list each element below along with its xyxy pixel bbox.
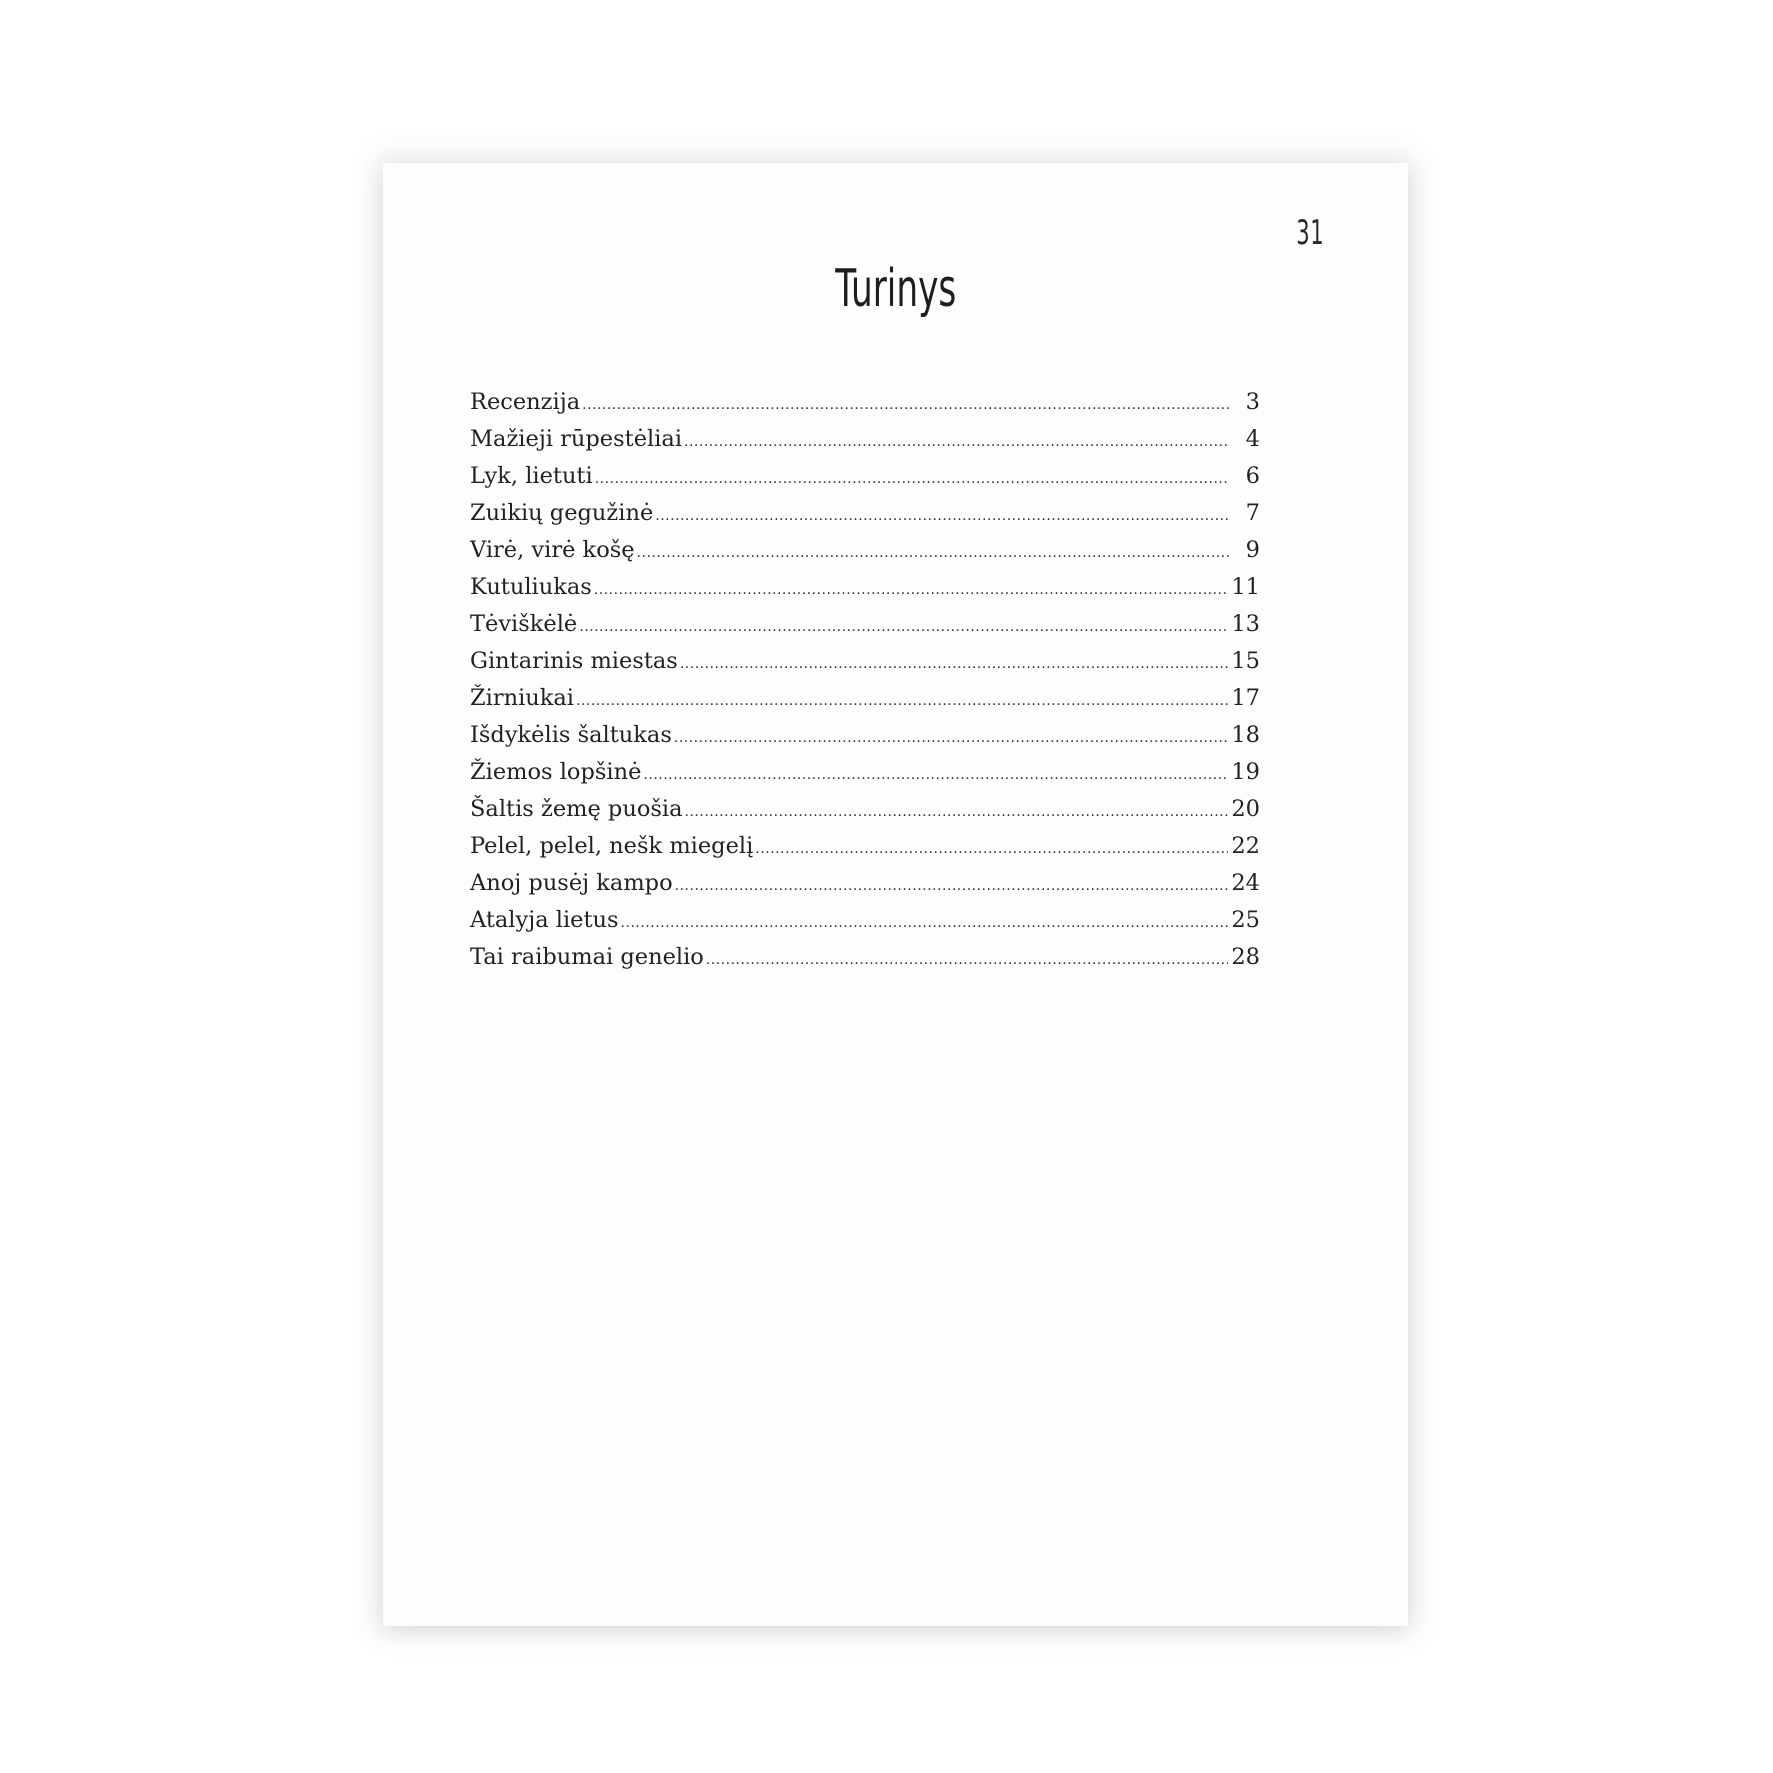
dot-leader (684, 434, 1229, 450)
dot-leader (637, 545, 1229, 561)
toc-entry-title: Pelel, pelel, nešk miegelį (470, 833, 754, 859)
dot-leader (576, 693, 1228, 709)
toc-entry-page-number: 24 (1231, 870, 1260, 896)
toc-entry-title: Tai raibumai genelio (470, 944, 704, 970)
dot-leader (755, 841, 1228, 857)
toc-entry-title: Anoj pusėj kampo (470, 870, 673, 896)
page-title (383, 259, 1408, 319)
toc-entry-page-number: 20 (1231, 796, 1260, 822)
toc-entry-title: Recenzija (470, 389, 581, 415)
toc-entry (470, 463, 1260, 500)
toc-entry (470, 759, 1260, 796)
toc-entry (470, 722, 1260, 759)
toc-entry-title: Kutuliukas (470, 574, 592, 600)
toc-entry (470, 870, 1260, 907)
toc-entry-page-number: 22 (1231, 833, 1260, 859)
dot-leader (579, 619, 1228, 635)
toc-entry (470, 796, 1260, 833)
toc-entry-title: Žirniukai (470, 685, 575, 711)
toc-entry (470, 500, 1260, 537)
dot-leader (680, 656, 1229, 672)
dot-leader (706, 952, 1229, 968)
toc-entry-page-number: 19 (1231, 759, 1260, 785)
dot-leader (594, 582, 1229, 598)
toc-entry-title: Tėviškėlė (470, 611, 578, 637)
toc-entry (470, 907, 1260, 944)
toc-entry-page-number: 7 (1245, 500, 1260, 526)
toc-entry (470, 944, 1260, 981)
dot-leader (674, 730, 1228, 746)
toc-entry-page-number: 28 (1231, 944, 1260, 970)
toc-entry-title: Zuikių gegužinė (470, 500, 654, 526)
toc-entry (470, 833, 1260, 870)
toc-entry (470, 537, 1260, 574)
toc-entry-title: Mažieji rūpestėliai (470, 426, 683, 452)
page-number: 31 (1295, 213, 1324, 253)
toc-entry-title: Lyk, lietuti (470, 463, 593, 489)
toc-entry-page-number: 18 (1231, 722, 1260, 748)
toc-entry-page-number: 25 (1231, 907, 1260, 933)
toc-entry-page-number: 11 (1231, 574, 1260, 600)
dot-leader (643, 767, 1228, 783)
dot-leader (655, 508, 1229, 524)
table-of-contents (470, 389, 1260, 981)
toc-entry-page-number: 9 (1245, 537, 1260, 563)
book-page (383, 163, 1408, 1626)
dot-leader (675, 878, 1229, 894)
toc-entry-title: Šaltis žemę puošia (470, 796, 683, 822)
toc-entry-title: Gintarinis miestas (470, 648, 678, 674)
toc-entry-page-number: 4 (1245, 426, 1260, 452)
toc-entry (470, 685, 1260, 722)
toc-entry-page-number: 6 (1245, 463, 1260, 489)
toc-entry-page-number: 15 (1231, 648, 1260, 674)
toc-entry-title: Atalyja lietus (470, 907, 619, 933)
toc-entry-title: Virė, virė košę (470, 537, 635, 563)
dot-leader (595, 471, 1229, 487)
toc-entry-title: Išdykėlis šaltukas (470, 722, 672, 748)
toc-entry-page-number: 17 (1231, 685, 1260, 711)
toc-entry (470, 574, 1260, 611)
dot-leader (685, 804, 1229, 820)
page-title-text: Turinys (834, 259, 957, 319)
toc-entry (470, 611, 1260, 648)
toc-entry-page-number: 3 (1245, 389, 1260, 415)
toc-entry (470, 426, 1260, 463)
dot-leader (621, 915, 1229, 931)
toc-entry-page-number: 13 (1231, 611, 1260, 637)
toc-entry (470, 389, 1260, 426)
toc-entry-title: Žiemos lopšinė (470, 759, 642, 785)
dot-leader (582, 397, 1229, 413)
toc-entry (470, 648, 1260, 685)
